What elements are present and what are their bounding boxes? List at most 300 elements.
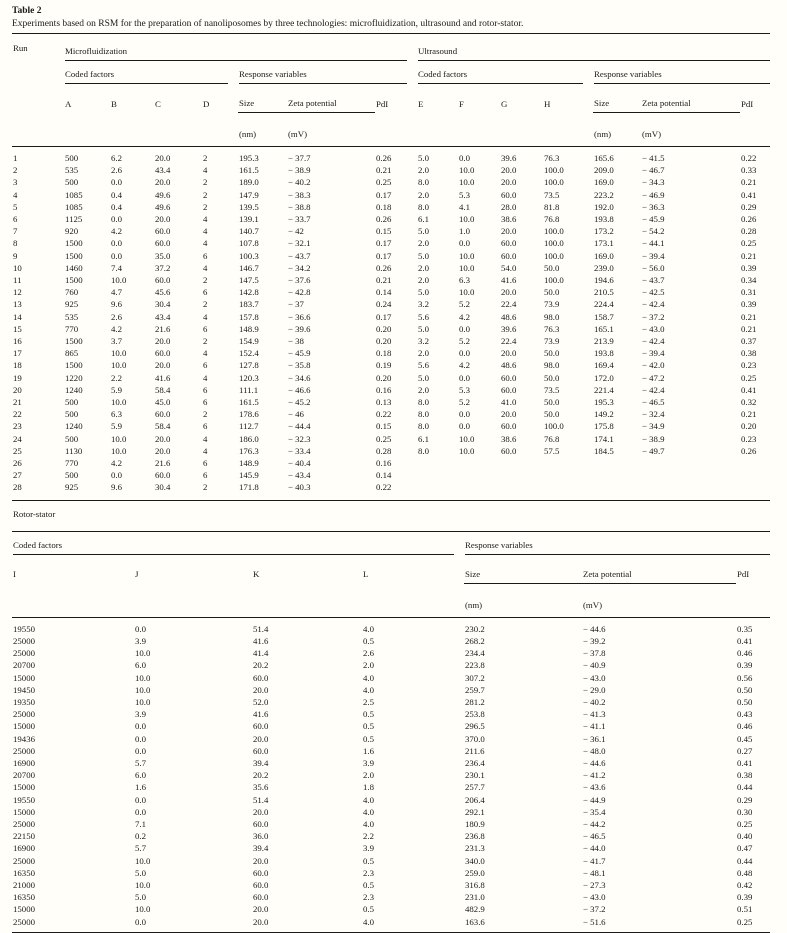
table-cell: − 44.0 bbox=[583, 843, 606, 854]
table-cell: 148.9 bbox=[239, 323, 259, 334]
table-cell: 10.0 bbox=[459, 287, 475, 298]
table-cell: 0.44 bbox=[737, 855, 753, 866]
table-cell: 57.5 bbox=[544, 445, 560, 456]
table-cell: 259.0 bbox=[465, 867, 485, 878]
table-cell: 1130 bbox=[65, 445, 83, 456]
table-cell: 0.25 bbox=[376, 177, 392, 188]
table-row bbox=[12, 445, 770, 457]
table-cell: 20.0 bbox=[155, 153, 171, 163]
table-row bbox=[12, 757, 770, 769]
table-cell: 26 bbox=[13, 458, 22, 469]
table-cell: − 32.3 bbox=[288, 433, 311, 444]
table-cell: 146.7 bbox=[239, 262, 259, 273]
table-cell: 9.6 bbox=[111, 482, 122, 493]
column-header-size-micro: Size bbox=[238, 84, 287, 113]
table-cell: 60.0 bbox=[155, 470, 171, 481]
table-title: Table 2 bbox=[12, 6, 42, 16]
table-row bbox=[12, 469, 770, 481]
table-cell: 60.0 bbox=[155, 348, 171, 359]
subheader-response-variables-rotor: Response variables bbox=[464, 531, 770, 555]
table-cell: 6 bbox=[203, 250, 208, 261]
table-cell: 76.3 bbox=[544, 323, 560, 334]
table-cell: − 44.2 bbox=[583, 818, 606, 829]
table-cell: − 46.7 bbox=[642, 165, 665, 176]
table-cell: 211.6 bbox=[465, 745, 485, 756]
table-cell: 0.15 bbox=[376, 421, 392, 432]
table-cell: 236.4 bbox=[465, 757, 485, 768]
table-cell: 0.32 bbox=[741, 397, 757, 408]
table-cell: 0.0 bbox=[135, 721, 146, 732]
table-cell: 81.8 bbox=[544, 201, 560, 212]
table-cell: 10.0 bbox=[135, 684, 151, 695]
main-table-body bbox=[12, 147, 770, 501]
main-table-header bbox=[12, 34, 770, 147]
table-cell: 0.28 bbox=[741, 226, 757, 237]
table-cell: 0.5 bbox=[363, 733, 374, 744]
table-cell: 43.4 bbox=[155, 165, 171, 176]
table-cell: 482.9 bbox=[465, 904, 485, 915]
table-cell: 73.5 bbox=[544, 189, 560, 200]
table-row bbox=[12, 769, 770, 781]
table-cell: 41.6 bbox=[253, 635, 269, 646]
column-header-f: F bbox=[459, 98, 464, 109]
table-cell: 193.8 bbox=[594, 214, 614, 225]
table-cell: 340.0 bbox=[465, 855, 485, 866]
table-cell: 19436 bbox=[13, 733, 35, 744]
table-cell: − 38.9 bbox=[288, 165, 311, 176]
table-cell: 4 bbox=[203, 226, 208, 237]
table-cell: 0.24 bbox=[376, 299, 392, 310]
table-cell: 19450 bbox=[13, 684, 35, 695]
table-row bbox=[12, 672, 770, 684]
table-cell: 4 bbox=[203, 262, 208, 273]
table-cell: 20.0 bbox=[253, 904, 269, 915]
table-cell: 213.9 bbox=[594, 336, 614, 347]
table-cell: 39.4 bbox=[253, 757, 269, 768]
table-cell: 0.16 bbox=[376, 384, 392, 395]
table-cell: 100.0 bbox=[544, 177, 564, 188]
table-cell: 10.0 bbox=[111, 397, 127, 408]
table-cell: 38.6 bbox=[501, 214, 517, 225]
table-cell: 7.1 bbox=[135, 818, 146, 829]
table-cell: − 40.2 bbox=[288, 177, 311, 188]
unit-label-mv-rotor: (mV) bbox=[583, 599, 603, 610]
table-cell: 10.0 bbox=[135, 696, 151, 707]
table-cell: 139.1 bbox=[239, 214, 259, 225]
table-cell: 49.6 bbox=[155, 189, 171, 200]
table-cell: 0.0 bbox=[135, 916, 146, 927]
table-cell: 370.0 bbox=[465, 733, 485, 744]
table-cell: 6 bbox=[203, 323, 208, 334]
table-cell: 60.0 bbox=[253, 892, 269, 903]
table-cell: 2.0 bbox=[418, 348, 429, 359]
table-row bbox=[12, 213, 770, 225]
unit-label-mv-micro: (mV) bbox=[288, 129, 308, 139]
table-cell: 1500 bbox=[65, 336, 83, 347]
table-cell: 25000 bbox=[13, 855, 35, 866]
table-cell bbox=[740, 457, 770, 469]
table-cell: 5.0 bbox=[418, 323, 429, 334]
table-row bbox=[12, 855, 770, 867]
table-row bbox=[12, 781, 770, 793]
table-cell: 195.3 bbox=[239, 153, 259, 163]
table-row bbox=[12, 659, 770, 671]
table-cell: 35.0 bbox=[155, 250, 171, 261]
table-cell: − 43.0 bbox=[583, 892, 606, 903]
table-cell: 281.2 bbox=[465, 696, 485, 707]
table-cell: 0.38 bbox=[737, 770, 753, 781]
table-row bbox=[12, 323, 770, 335]
table-cell: − 42.0 bbox=[642, 360, 665, 371]
table-cell: 10.0 bbox=[111, 445, 127, 456]
table-cell: 21.6 bbox=[155, 458, 171, 469]
table-cell: − 35.4 bbox=[583, 806, 606, 817]
table-cell: 60.0 bbox=[501, 372, 517, 383]
table-row bbox=[12, 842, 770, 854]
table-cell: 41.4 bbox=[253, 648, 269, 659]
table-cell: 3.7 bbox=[111, 336, 122, 347]
table-cell: 296.5 bbox=[465, 721, 485, 732]
table-cell: 41.6 bbox=[253, 709, 269, 720]
column-header-zeta-micro: Zeta potential bbox=[287, 84, 375, 113]
table-cell: − 37.2 bbox=[583, 904, 606, 915]
table-cell: − 43.0 bbox=[642, 323, 665, 334]
table-cell: 5.2 bbox=[459, 336, 470, 347]
table-cell: 0.38 bbox=[741, 348, 757, 359]
table-cell: 5.0 bbox=[418, 226, 429, 237]
table-cell: 253.8 bbox=[465, 709, 485, 720]
table-cell: 127.8 bbox=[239, 360, 259, 371]
table-cell: 2.2 bbox=[363, 831, 374, 842]
unit-label-mv-ultra: (mV) bbox=[642, 129, 662, 139]
table-cell: − 36.3 bbox=[642, 201, 665, 212]
table-cell: 100.0 bbox=[544, 275, 564, 286]
table-cell: 2 bbox=[13, 165, 18, 176]
table-cell: 4 bbox=[203, 311, 208, 322]
table-cell: 15000 bbox=[13, 782, 35, 793]
table-cell: 0.14 bbox=[376, 287, 392, 298]
table-cell: − 34.3 bbox=[642, 177, 665, 188]
table-cell: 4.0 bbox=[363, 806, 374, 817]
table-cell: 100.0 bbox=[544, 226, 564, 237]
table-cell: 100.0 bbox=[544, 421, 564, 432]
column-header-l: L bbox=[363, 569, 369, 580]
table-cell: 16900 bbox=[13, 843, 35, 854]
table-cell: 0.25 bbox=[741, 238, 757, 249]
table-cell: 20.0 bbox=[155, 214, 171, 225]
empty-cell bbox=[252, 583, 362, 617]
table-row bbox=[12, 481, 770, 500]
table-cell: 1240 bbox=[65, 384, 83, 395]
table-cell: 2.2 bbox=[111, 372, 122, 383]
table-row bbox=[12, 347, 770, 359]
table-cell: 10.0 bbox=[135, 672, 151, 683]
table-cell: 41.0 bbox=[501, 397, 517, 408]
table-cell: 206.4 bbox=[465, 794, 485, 805]
table-cell bbox=[417, 469, 458, 481]
table-row bbox=[12, 384, 770, 396]
table-cell: 171.8 bbox=[239, 482, 259, 493]
table-cell: 2 bbox=[203, 275, 208, 286]
table-cell: − 44.6 bbox=[583, 757, 606, 768]
table-cell: 4 bbox=[203, 165, 208, 176]
empty-cell bbox=[375, 113, 417, 147]
table-cell: − 46.5 bbox=[583, 831, 606, 842]
table-cell: − 45.9 bbox=[642, 214, 665, 225]
table-cell: 100.3 bbox=[239, 250, 259, 261]
table-cell: 8.0 bbox=[418, 409, 429, 420]
table-cell: 0.17 bbox=[376, 189, 392, 200]
table-cell: 10.0 bbox=[135, 648, 151, 659]
table-cell bbox=[543, 469, 593, 481]
table-cell: − 41.2 bbox=[583, 770, 606, 781]
column-header-zeta-ultra: Zeta potential bbox=[641, 84, 740, 113]
table-cell: 6 bbox=[203, 421, 208, 432]
table-cell: − 44.6 bbox=[583, 623, 606, 634]
table-cell: 0.47 bbox=[737, 843, 753, 854]
table-cell: 6.0 bbox=[135, 660, 146, 671]
column-header-k: K bbox=[253, 569, 260, 580]
table-cell: − 48.0 bbox=[583, 745, 606, 756]
table-cell: 20.0 bbox=[253, 916, 269, 927]
table-cell: − 38.3 bbox=[288, 189, 311, 200]
table-cell: 5.3 bbox=[459, 384, 470, 395]
table-row bbox=[12, 684, 770, 696]
table-cell: 20.0 bbox=[155, 360, 171, 371]
table-cell: 19550 bbox=[13, 623, 35, 634]
table-cell: 0.39 bbox=[737, 660, 753, 671]
table-cell: 165.6 bbox=[594, 153, 614, 163]
table-cell: 0.14 bbox=[376, 470, 392, 481]
table-cell: 1500 bbox=[65, 238, 83, 249]
table-cell: 60.0 bbox=[155, 275, 171, 286]
table-cell: 50.0 bbox=[544, 372, 560, 383]
table-cell: 0.23 bbox=[741, 360, 757, 371]
table-cell: 1.6 bbox=[363, 745, 374, 756]
table-cell: 2.6 bbox=[111, 165, 122, 176]
table-cell: 6 bbox=[203, 470, 208, 481]
column-header-j: J bbox=[135, 569, 139, 580]
table-cell: − 39.6 bbox=[288, 323, 311, 334]
table-cell: 193.8 bbox=[594, 348, 614, 359]
table-cell: − 41.3 bbox=[583, 709, 606, 720]
table-cell: − 42.8 bbox=[288, 287, 311, 298]
table-cell: − 29.0 bbox=[583, 684, 606, 695]
table-row bbox=[12, 794, 770, 806]
table-cell: 6.2 bbox=[111, 153, 122, 163]
group-header-microfluidization: Microfluidization bbox=[64, 34, 417, 62]
table-cell: 1.0 bbox=[459, 226, 470, 237]
table-cell: 20.0 bbox=[501, 348, 517, 359]
table-cell: 5.0 bbox=[418, 372, 429, 383]
table-cell bbox=[641, 469, 740, 481]
table-cell: 4 bbox=[203, 348, 208, 359]
table-cell: 139.5 bbox=[239, 201, 259, 212]
table-cell: 22.4 bbox=[501, 299, 517, 310]
table-row bbox=[12, 225, 770, 237]
table-cell: 500 bbox=[65, 397, 79, 408]
table-cell bbox=[500, 469, 543, 481]
table-cell: 0.16 bbox=[376, 458, 392, 469]
table-row bbox=[12, 696, 770, 708]
table-cell: 157.8 bbox=[239, 311, 259, 322]
table-cell: 3.9 bbox=[135, 635, 146, 646]
table-cell: 2 bbox=[203, 482, 208, 493]
table-cell: 176.3 bbox=[239, 445, 259, 456]
table-cell: 0.29 bbox=[737, 794, 753, 805]
table-cell: 2 bbox=[203, 189, 208, 200]
subheader-response-variables-ultra: Response variables bbox=[593, 61, 770, 84]
table-cell: 0.18 bbox=[376, 201, 392, 212]
table-cell: 140.7 bbox=[239, 226, 259, 237]
table-cell: 16900 bbox=[13, 757, 35, 768]
table-cell: − 34.2 bbox=[288, 262, 311, 273]
table-cell: 1085 bbox=[65, 201, 83, 212]
table-cell: − 39.2 bbox=[583, 635, 606, 646]
table-cell: 17 bbox=[13, 348, 22, 359]
table-cell: 4 bbox=[203, 372, 208, 383]
table-cell: 0.0 bbox=[111, 470, 122, 481]
table-cell: 169.0 bbox=[594, 177, 614, 188]
subheader-coded-factors-ultra: Coded factors bbox=[417, 61, 593, 84]
table-cell: 22.4 bbox=[501, 336, 517, 347]
empty-cell bbox=[736, 583, 770, 617]
table-cell: − 49.7 bbox=[642, 445, 665, 456]
table-row bbox=[12, 189, 770, 201]
table-cell: 0.17 bbox=[376, 311, 392, 322]
table-row bbox=[12, 201, 770, 213]
table-cell: 0.20 bbox=[376, 336, 392, 347]
table-cell: 2 bbox=[203, 299, 208, 310]
table-cell: 0.25 bbox=[737, 818, 753, 829]
table-cell: 20.2 bbox=[253, 770, 269, 781]
table-cell: 15000 bbox=[13, 721, 35, 732]
table-cell: 73.9 bbox=[544, 299, 560, 310]
table-cell: 51.4 bbox=[253, 623, 269, 634]
table-cell: 8.0 bbox=[418, 201, 429, 212]
empty-cell bbox=[458, 113, 500, 147]
table-cell: 10.0 bbox=[459, 262, 475, 273]
table-cell: 865 bbox=[65, 348, 79, 359]
table-cell: 20.0 bbox=[501, 226, 517, 237]
table-cell: 189.0 bbox=[239, 177, 259, 188]
table-cell: 39.4 bbox=[253, 843, 269, 854]
table-cell: 0.19 bbox=[376, 360, 392, 371]
table-cell: − 56.0 bbox=[642, 262, 665, 273]
table-row bbox=[12, 359, 770, 371]
table-cell: 500 bbox=[65, 153, 79, 163]
table-cell: 76.8 bbox=[544, 433, 560, 444]
subheader-coded-factors-micro: Coded factors bbox=[64, 61, 238, 84]
table-cell: 10.0 bbox=[111, 275, 127, 286]
table-cell: 5.6 bbox=[418, 360, 429, 371]
table-row bbox=[12, 335, 770, 347]
table-cell: 0.20 bbox=[376, 372, 392, 383]
table-cell: 0.42 bbox=[737, 879, 753, 890]
table-cell: 0.0 bbox=[135, 806, 146, 817]
table-cell: 5.2 bbox=[459, 299, 470, 310]
table-cell: − 51.6 bbox=[583, 916, 606, 927]
column-header-pdi-ultra: PdI bbox=[741, 98, 754, 109]
table-cell: 1125 bbox=[65, 214, 83, 225]
table-cell: 770 bbox=[65, 458, 79, 469]
table-cell: 10.0 bbox=[135, 855, 151, 866]
table-cell: 0.25 bbox=[737, 916, 753, 927]
table-cell: 25000 bbox=[13, 818, 35, 829]
table-cell: 0.4 bbox=[111, 201, 122, 212]
table-cell: 209.0 bbox=[594, 165, 614, 176]
table-cell: 210.5 bbox=[594, 287, 614, 298]
table-cell: 0.20 bbox=[741, 421, 757, 432]
table-cell: 50.0 bbox=[544, 409, 560, 420]
table-cell: − 41.7 bbox=[583, 855, 606, 866]
unit-label-nm-micro: (nm) bbox=[239, 129, 257, 139]
table-cell: 6.3 bbox=[111, 409, 122, 420]
table-cell: 239.0 bbox=[594, 262, 614, 273]
table-cell: 4.0 bbox=[363, 672, 374, 683]
table-cell: 0.26 bbox=[376, 262, 392, 273]
table-cell: 0.17 bbox=[376, 250, 392, 261]
table-cell: − 40.3 bbox=[288, 482, 311, 493]
table-cell: 5.0 bbox=[418, 287, 429, 298]
table-cell: 21 bbox=[13, 397, 22, 408]
table-cell: 0.26 bbox=[376, 214, 392, 225]
column-header-d: D bbox=[203, 98, 210, 109]
table-cell: 111.1 bbox=[239, 384, 259, 395]
table-row bbox=[12, 635, 770, 647]
table-cell: 0.0 bbox=[459, 348, 470, 359]
table-cell: 1085 bbox=[65, 189, 83, 200]
table-cell: 0.30 bbox=[737, 806, 753, 817]
empty-cell bbox=[543, 113, 593, 147]
table-cell: 5.0 bbox=[135, 892, 146, 903]
table-cell: 175.8 bbox=[594, 421, 614, 432]
table-cell: 30.4 bbox=[155, 299, 171, 310]
table-cell: 154.9 bbox=[239, 336, 259, 347]
table-cell: 174.1 bbox=[594, 433, 614, 444]
table-cell: 2 bbox=[203, 177, 208, 188]
table-cell: 163.6 bbox=[465, 916, 485, 927]
table-row bbox=[12, 176, 770, 188]
table-cell: 25000 bbox=[13, 709, 35, 720]
table-cell: 100.0 bbox=[544, 165, 564, 176]
empty-cell bbox=[134, 583, 252, 617]
table-cell: 30.4 bbox=[155, 482, 171, 493]
table-cell: − 39.4 bbox=[642, 348, 665, 359]
table-cell: − 43.6 bbox=[583, 782, 606, 793]
table-cell: 0.44 bbox=[737, 782, 753, 793]
table-cell: 4.0 bbox=[363, 916, 374, 927]
table-cell: 500 bbox=[65, 409, 79, 420]
unit-label-nm-rotor: (nm) bbox=[465, 599, 483, 610]
table-cell: 316.8 bbox=[465, 879, 485, 890]
column-header-size-rotor: Size bbox=[464, 555, 582, 584]
table-cell: 5.0 bbox=[418, 250, 429, 261]
table-cell: − 44.9 bbox=[583, 794, 606, 805]
table-cell: 41.6 bbox=[155, 372, 171, 383]
table-cell: 3.9 bbox=[363, 843, 374, 854]
table-cell: 221.4 bbox=[594, 384, 614, 395]
table-cell: 41.6 bbox=[501, 275, 517, 286]
empty-cell bbox=[154, 113, 202, 147]
table-cell: 0.43 bbox=[737, 709, 753, 720]
table-cell: 0.17 bbox=[376, 238, 392, 249]
table-cell: 22150 bbox=[13, 831, 35, 842]
table-cell: 172.0 bbox=[594, 372, 614, 383]
table-cell: 19350 bbox=[13, 696, 35, 707]
table-cell: 23 bbox=[13, 421, 22, 432]
table-cell: 0.4 bbox=[111, 189, 122, 200]
